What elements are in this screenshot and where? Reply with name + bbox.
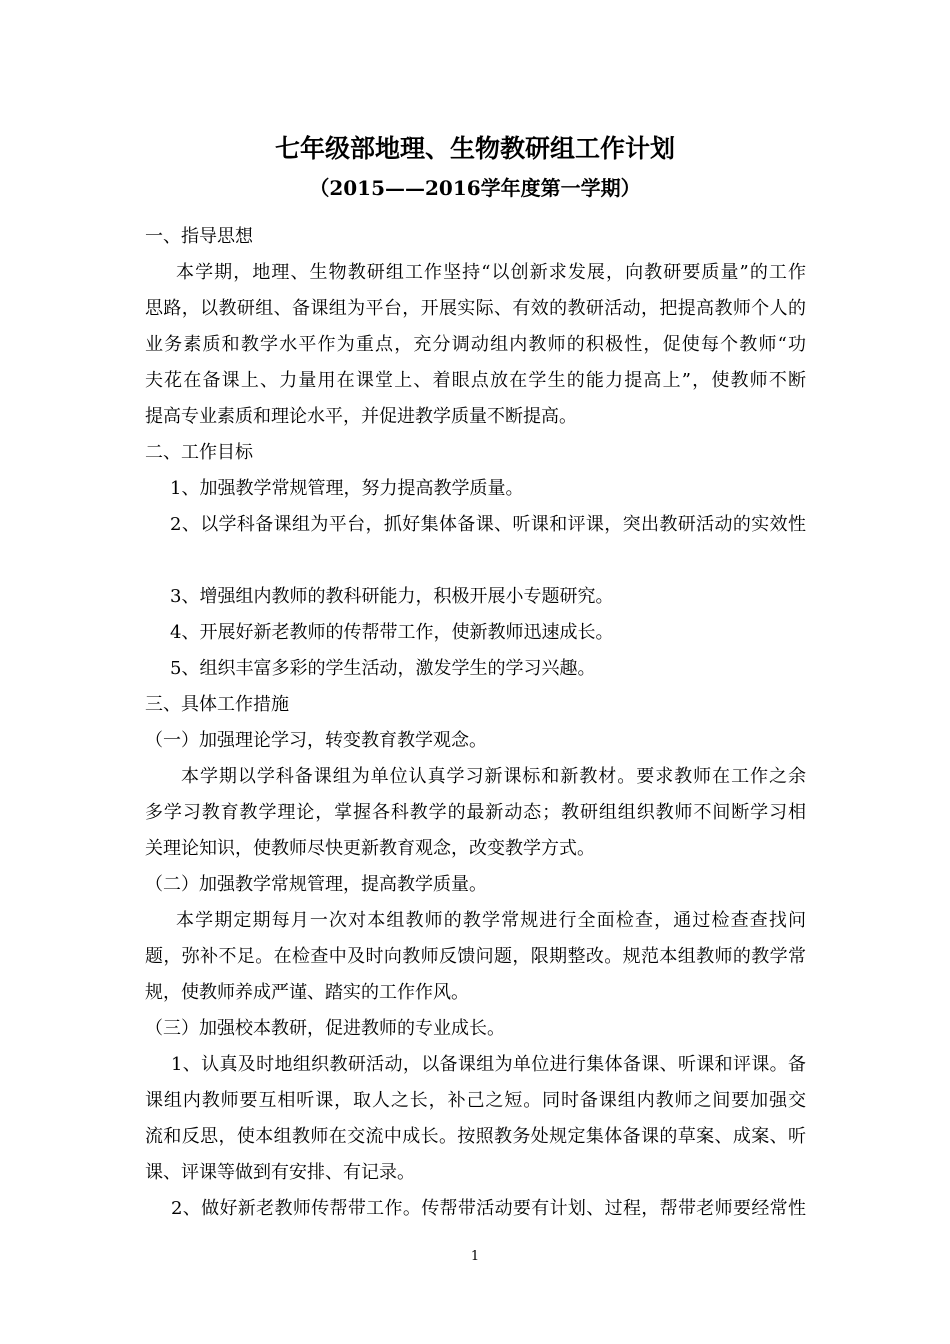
paragraph-line: 关理论知识，使教师尽快更新教育观念，改变教学方式。 <box>145 838 595 859</box>
paragraph-line: 业务素质和教学水平作为重点，充分调动组内教师的积极性，促使每个教师“功 <box>145 334 806 355</box>
list-item: 4、开展好新老教师的传帮带工作，使新教师迅速成长。 <box>170 622 614 643</box>
page-number: 1 <box>470 1249 480 1264</box>
list-item: 5、组织丰富多彩的学生活动，激发学生的学习兴趣。 <box>170 658 596 679</box>
list-item: 2、以学科备课组为平台，抓好集体备课、听课和评课，突出教研活动的实效性 <box>170 514 806 535</box>
paragraph-line: 思路，以教研组、备课组为平台，开展实际、有效的教研活动，把提高教师个人的 <box>145 298 806 319</box>
paragraph-line: 1、认真及时地组织教研活动，以备课组为单位进行集体备课、听课和评课。备 <box>171 1054 806 1075</box>
paragraph-line: 课、评课等做到有安排、有记录。 <box>145 1162 415 1183</box>
section-heading-measures: 三、具体工作措施 <box>145 694 289 715</box>
paragraph-line: 课组内教师要互相听课，取人之长，补己之短。同时备课组内教师之间要加强交 <box>145 1090 806 1111</box>
document-title: 七年级部地理、生物教研组工作计划 <box>274 134 675 163</box>
paragraph-line: 流和反思，使本组教师在交流中成长。按照教务处规定集体备课的草案、成案、听 <box>145 1126 806 1147</box>
paragraph-line: 规，使教师养成严谨、踏实的工作作风。 <box>145 982 469 1003</box>
list-item: 1、加强教学常规管理，努力提高教学质量。 <box>170 478 524 499</box>
list-item: 3、增强组内教师的教科研能力，积极开展小专题研究。 <box>170 586 614 607</box>
paragraph-line: 本学期定期每月一次对本组教师的教学常规进行全面检查，通过检查查找问 <box>176 910 806 931</box>
section-heading-work-goals: 二、工作目标 <box>145 442 253 463</box>
subsection-heading: （二）加强教学常规管理，提高教学质量。 <box>145 874 487 895</box>
subsection-heading: （一）加强理论学习，转变教育教学观念。 <box>145 730 487 751</box>
paragraph-line: 本学期，地理、生物教研组工作坚持“以创新求发展，向教研要质量”的工作 <box>176 262 806 283</box>
paragraph-line: 题，弥补不足。在检查中及时向教师反馈问题，限期整改。规范本组教师的教学常 <box>145 946 806 967</box>
section-heading-guiding-thought: 一、指导思想 <box>145 226 253 247</box>
paragraph-line: 提高专业素质和理论水平，并促进教学质量不断提高。 <box>145 406 577 427</box>
document-subtitle: （2015——2016学年度第一学期） <box>309 176 641 200</box>
paragraph-line: 多学习教育教学理论，掌握各科教学的最新动态；教研组组织教师不间断学习相 <box>145 802 806 823</box>
paragraph-line: 本学期以学科备课组为单位认真学习新课标和新教材。要求教师在工作之余 <box>181 766 806 787</box>
subsection-heading: （三）加强校本教研，促进教师的专业成长。 <box>145 1018 505 1039</box>
paragraph-line: 2、做好新老教师传帮带工作。传帮带活动要有计划、过程，帮带老师要经常性 <box>171 1198 806 1219</box>
paragraph-line: 夫花在备课上、力量用在课堂上、着眼点放在学生的能力提高上”，使教师不断 <box>145 370 806 391</box>
